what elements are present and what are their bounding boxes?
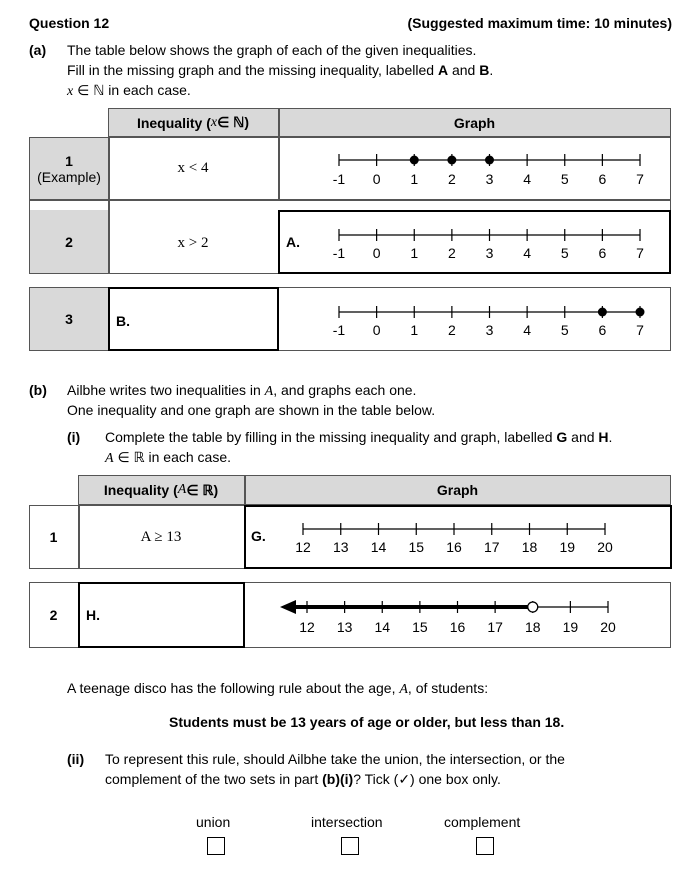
table-a-row2-num: 2 — [30, 210, 108, 273]
tick-label: 16 — [449, 619, 466, 635]
part-a-line3: x ∈ ℕ in each case. — [67, 82, 191, 99]
tick-label: 7 — [636, 171, 644, 187]
number-line-row2[interactable] — [333, 229, 644, 261]
table-a-header-graph: Graph — [453, 114, 496, 131]
tick-label: 12 — [295, 539, 311, 555]
tick-label: 15 — [412, 619, 428, 635]
part-b-line1: Ailbhe writes two inequalities in A, and graphs each one. — [67, 382, 417, 399]
table-a-row3-num: 3 — [30, 288, 108, 350]
tick-label: 20 — [600, 619, 616, 635]
tick-label: 5 — [560, 171, 569, 187]
tick-label: 4 — [523, 171, 532, 187]
tick-label: -1 — [332, 322, 346, 338]
answer-label-b: B. — [116, 313, 130, 329]
tick-label: 3 — [485, 171, 494, 187]
tick-label: 12 — [299, 619, 315, 635]
point-dot — [410, 156, 419, 165]
tick-label: 0 — [372, 171, 381, 187]
label-a-ref: A — [437, 62, 449, 78]
tick-label: 3 — [485, 245, 494, 261]
tick-label: 5 — [560, 245, 569, 261]
table-b-header-inequality: Inequality ( A ∈ ℝ) — [103, 481, 219, 498]
tick-label: 6 — [598, 245, 607, 261]
point-dot — [447, 156, 456, 165]
table-a-row1-inequality: x < 4 — [177, 159, 209, 176]
option-intersection-checkbox[interactable] — [341, 837, 359, 855]
tick-label: 19 — [559, 539, 576, 555]
table-b-header-graph: Graph — [436, 482, 479, 498]
sub-i-line1: Complete the table by filling in the missing inequality and graph, labelled G and H. — [105, 429, 613, 445]
tick-label: 18 — [524, 619, 541, 635]
sub-i-line2: A ∈ ℝ in each case. — [105, 449, 232, 466]
answer-label-h: H. — [86, 607, 100, 623]
tick-label: 2 — [447, 245, 456, 261]
tick-label: 1 — [410, 171, 419, 187]
point-dot — [636, 308, 645, 317]
tick-label: 2 — [447, 322, 456, 338]
option-union-checkbox[interactable] — [207, 837, 225, 855]
part-b-line2: One inequality and one graph are shown in the table below. — [67, 402, 436, 418]
tick-label: 18 — [521, 539, 538, 555]
tick-label: 0 — [372, 245, 381, 261]
tick-label: -1 — [332, 245, 346, 261]
tick-label: 7 — [636, 322, 644, 338]
sub-i-label: (i) — [67, 429, 81, 445]
table-b-row1-num: 1 — [49, 529, 58, 545]
answer-box-g[interactable] — [244, 505, 672, 569]
option-intersection-label: intersection — [311, 814, 383, 830]
tick-label: 2 — [447, 171, 456, 187]
option-complement-checkbox[interactable] — [476, 837, 494, 855]
part-a-line1: The table below shows the graph of each of the given inequalities. — [67, 42, 477, 58]
label-h-ref: H — [598, 429, 609, 445]
tick-label: 17 — [483, 539, 500, 555]
option-union-label: union — [196, 814, 231, 830]
part-a-line2: Fill in the missing graph and the missing inequality, labelled A and B. — [67, 62, 494, 78]
time-note: (Suggested maximum time: 10 minutes) — [407, 15, 672, 31]
table-a-header-inequality: Inequality ( x ∈ ℕ) — [136, 114, 250, 131]
tick-label: 1 — [410, 322, 419, 338]
part-b-label: (b) — [29, 382, 47, 398]
tick-label: 19 — [562, 619, 579, 635]
question-title: Question 12 — [29, 15, 110, 31]
tick-label: 1 — [410, 245, 419, 261]
sub-ii-line1: To represent this rule, should Ailbhe take the union, the intersection, or the — [105, 751, 565, 767]
point-dot — [485, 156, 494, 165]
tick-label: 3 — [485, 322, 494, 338]
tick-label: 4 — [523, 245, 532, 261]
table-a-row2-inequality: x > 2 — [177, 234, 209, 251]
answer-box-h[interactable] — [78, 582, 245, 648]
table-b-row1-inequality: A ≥ 13 — [140, 528, 182, 545]
tick-label: 14 — [370, 539, 387, 555]
disco-line: A teenage disco has the following rule about the age, A, of students: — [67, 680, 489, 697]
tick-label: 15 — [408, 539, 425, 555]
table-b-row2-num: 2 — [49, 607, 58, 623]
tick-label: 17 — [487, 619, 503, 635]
tick-label: 13 — [332, 539, 349, 555]
tick-label: 14 — [374, 619, 391, 635]
tick-label: 6 — [598, 171, 607, 187]
answer-label-a: A. — [286, 234, 300, 250]
tick-label: 4 — [523, 322, 532, 338]
tick-label: 16 — [446, 539, 462, 555]
sub-ii-line2: complement of the two sets in part (b)(i)? Tick (✓) one box only. — [105, 771, 501, 787]
label-b-ref: B — [479, 62, 490, 78]
tick-label: 5 — [560, 322, 569, 338]
number-line-row3 — [333, 306, 645, 338]
tick-label: 6 — [598, 322, 607, 338]
table-a-row1-num: 1 (Example) — [30, 138, 108, 199]
number-line-row1 — [333, 154, 644, 187]
tick-label: 0 — [372, 322, 381, 338]
label-g-ref: G — [556, 429, 568, 445]
answer-label-g: G. — [251, 528, 266, 544]
option-complement-label: complement — [444, 814, 521, 830]
disco-rule: Students must be 13 years of age or older, but less than 18. — [169, 714, 565, 730]
tick-label: -1 — [332, 171, 346, 187]
point-dot — [598, 308, 607, 317]
part-a-label: (a) — [29, 42, 47, 58]
tick-label: 7 — [636, 245, 644, 261]
tick-label: 20 — [597, 539, 613, 555]
tick-label: 13 — [336, 619, 353, 635]
sub-ii-label: (ii) — [67, 751, 85, 767]
